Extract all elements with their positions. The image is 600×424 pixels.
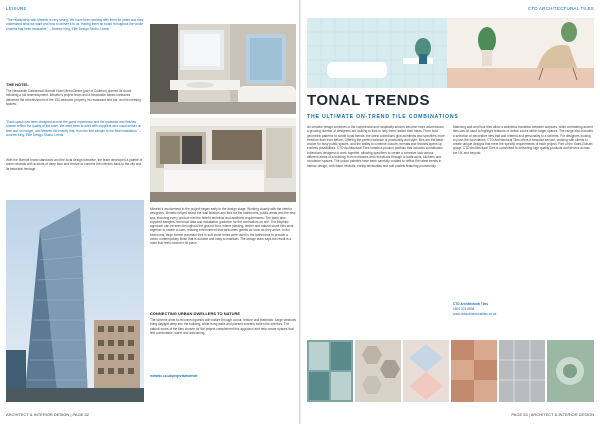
- tile-sample-grey: [499, 340, 545, 402]
- right-header-label: CTD ARCHITECTURAL TILES: [527, 6, 594, 11]
- tile-sample-pastel: [403, 340, 449, 402]
- tile-sample-terracotta: [451, 340, 497, 402]
- column-2-body: Mimetic's involvement in the project began early in the design stage. Working closely with the interior designers, Mimetic helped select the wall finishes and tiles for the bathrooms, public areas and the new spa, ensuring every product met the hotel's technical and aesthetic requirements. The team also supplied samples, technical data and installation guidance for the contractors on site. The biophilic approach can be seen throughout the ground floor, where planting, timber and natural stone tiles work together to create a calm, relaxing environment that welcomes guests as soon as they arrive. In the bedrooms, large format porcelain tiles in soft stone tones were used in the bathrooms to provide a clean, contemporary finish that is durable and easy to maintain. The design team says the result is a hotel that feels rooted in its place.: [150, 207, 296, 246]
- right-footer: PAGE 53 | ARCHITECT & INTERIOR DESIGN: [511, 412, 594, 417]
- hotel-body-2: With the Marriott brand standards and the local design narrative, the team developed a palette of warm neutrals with accents of deep blue and bronze to connect the interiors back to the city and its industrial heritage.: [6, 158, 143, 171]
- left-header-label: LEISURE: [6, 6, 27, 11]
- column-2-body: Matching wall and floor tiles allow a seamless transition between surfaces, while contrasting accent tiles can be used to highlight features or define zones within larger spaces. The range also includes a selection of decorative tiles that add interest and personality to a scheme. For designers looking to push the boundaries, CTD Architectural Tiles offers a bespoke service, working with clients to create unique designs that meet the specific requirements of each project. Part of the Saint-Gobain group, CTD Architectural Tiles is committed to delivering high quality products and service across the UK and beyond.: [453, 125, 593, 155]
- contact-phone[interactable]: 0800 021 6838: [453, 307, 475, 311]
- hotel-body: The Newcastle Gateshead Marriott Hotel MetroCentre (part of Colleton) opened its doors following a full redevelopment. Mimetic's project team and a Newcastle based contractor delivered the refurbishment of the 150-bedroom property, its restaurant and bar, and its meeting spaces.: [6, 89, 141, 106]
- bathroom-photo: [150, 24, 296, 114]
- intro-quote: "The relationship with Mimetic is very strong. We have been working with them for years and they understand what we want and how to deliver it to us. Having them on board throughout the whole process has been invaluable." – Andrew King, Elite Design Studio, Leeds: [6, 18, 144, 31]
- left-page: [0, 0, 299, 424]
- tile-showroom-photo: [307, 18, 594, 88]
- connect-heading: CONNECTING URBAN DWELLERS TO NATURE: [150, 311, 241, 316]
- hotel-heading: THE HOTEL: [6, 82, 29, 87]
- designer-quote: "Each space has been designed around the guest experience and the materials and finishes chosen reflect the quality of the hotel. We were keen to work with suppliers who could deliver on time and on budget, and Mimetic did exactly that, from the first sample to the final installation." – Andrew King, Elite Design Studio, Leeds: [6, 120, 142, 137]
- project-link[interactable]: mimetic.co.uk/projects/marriott: [150, 374, 198, 378]
- tile-sample-teal: [307, 340, 353, 402]
- contact-website[interactable]: www.ctdarchitecturaltiles.co.uk: [453, 312, 497, 316]
- column-1-body: As creative design schemes in the commercial and hospitality sectors become more adventurous, a growing number of designers are looking to tiles to help them realise their ideas. From bold geometric patterns to subtle tonal blends, the latest collections give architects and specifiers more freedom than ever before. Offering the perfect balance of practicality and style, tiles are the ideal choice for busy public spaces, and the ability to combine colours, formats and finishes opens up endless possibilities. CTD Architectural Tiles boasts a product portfolio that includes coordinated collections designed to work together, allowing specifiers to create a cohesive look across different areas of a building, from entrances and receptions through to bathrooms, kitchens and circulation spaces. The colour palettes have been carefully curated to reflect the latest trends in interior design, with warm neutrals, earthy terracottas and soft pastels featuring prominently.: [307, 125, 445, 168]
- bedroom-photo: [150, 118, 296, 202]
- tile-sample-green: [547, 340, 594, 402]
- skyscraper-photo: [6, 200, 144, 402]
- article-title: TONAL TRENDS: [307, 92, 430, 109]
- article-subtitle: THE ULTIMATE ON-TREND TILE COMBINATIONS: [307, 114, 459, 120]
- tile-sample-hexagon: [355, 340, 401, 402]
- connect-body: The scheme aims to reconnect guests with nature through colour, texture and materials. Large windows bring daylight deep into the building, while living walls and planted screens soften the interiors. The natural tones of the tiles chosen for the project complement this approach and help create spaces that feel comfortable, warm and welcoming.: [150, 318, 296, 335]
- right-page: [301, 0, 600, 424]
- left-footer: ARCHITECT & INTERIOR DESIGN | PAGE 52: [6, 412, 89, 417]
- contact-name: CTD Architectural Tiles: [453, 302, 489, 306]
